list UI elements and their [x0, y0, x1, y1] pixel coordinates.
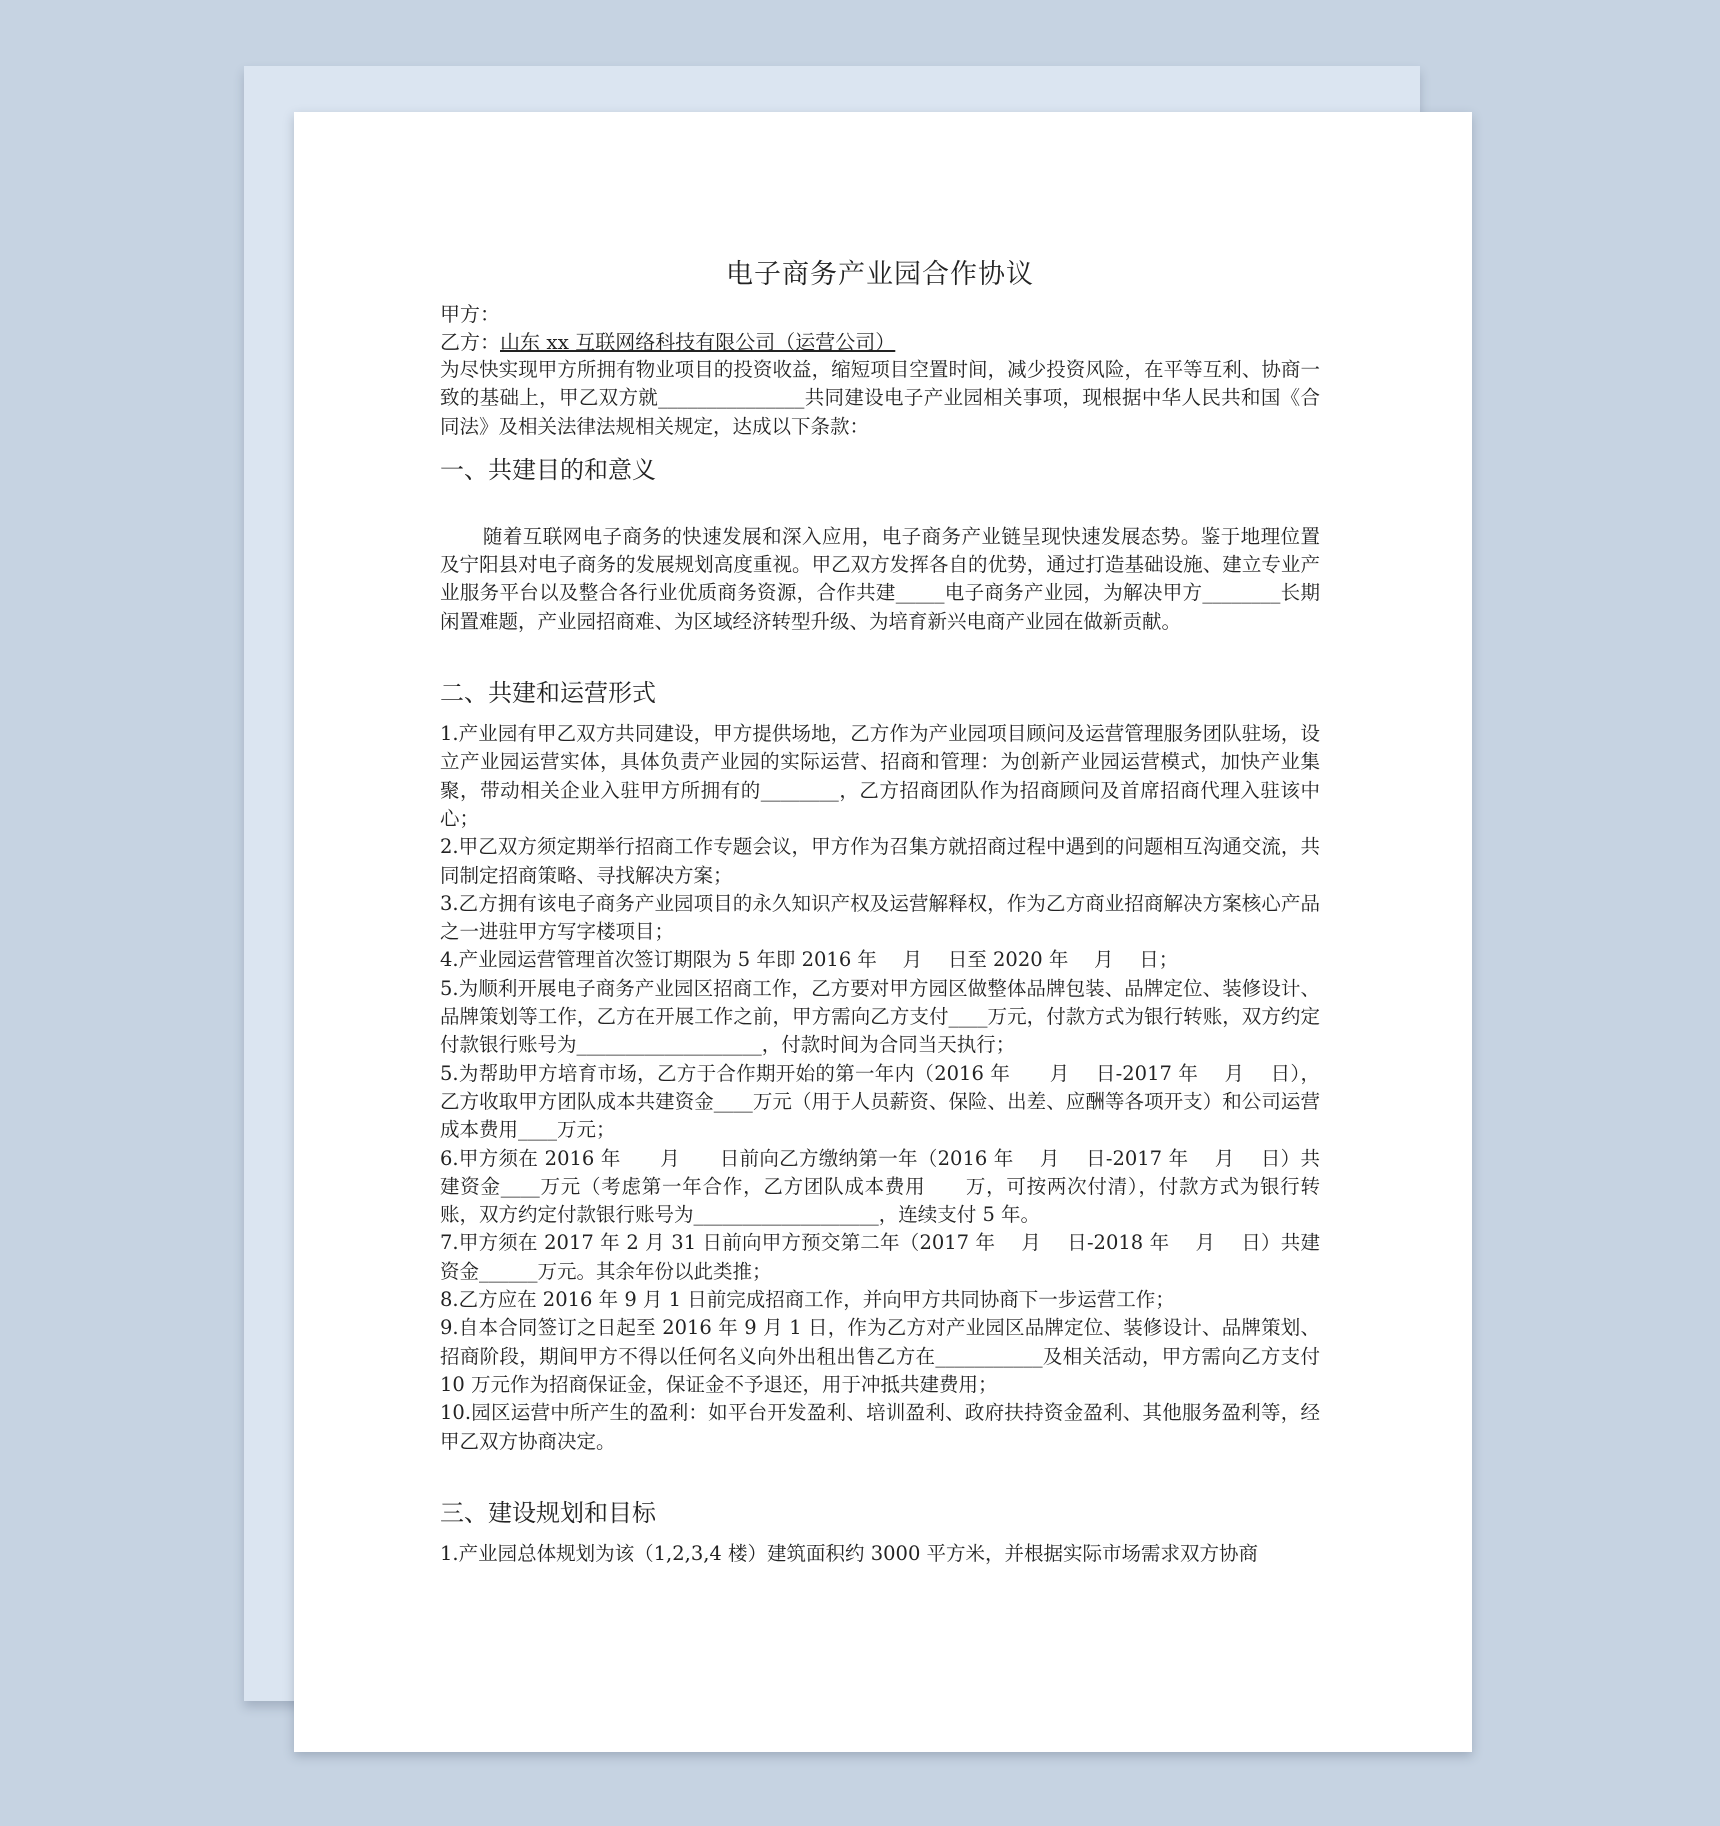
document-title: 电子商务产业园合作协议 — [726, 259, 1034, 290]
document-page — [294, 112, 1472, 1752]
list-item: 5.为帮助甲方培育市场，乙方于合作期开始的第一年内（2016 年 月 日-2017 年 月 日），乙方收取甲方团队成本共建资金____万元（用于人员薪资、保险、出差、应酬等各项开支）和公司运营成本费用____万元； — [440, 1061, 1320, 1142]
party-a-label: 甲方： — [440, 302, 500, 326]
list-item: 8.乙方应在 2016 年 9 月 1 日前完成招商工作，并向甲方共同协商下一步运营工作； — [440, 1288, 1175, 1312]
list-item: 1.产业园总体规划为该（1,2,3,4 楼）建筑面积约 3000 平方米，并根据实际市场需求双方协商 — [440, 1541, 1259, 1565]
party-b-label: 乙方： — [440, 330, 500, 354]
party-b-line — [440, 328, 1320, 356]
list-item: 9.自本合同签订之日起至 2016 年 9 月 1 日，作为乙方对产业园区品牌定位、装修设计、品牌策划、招商阶段，期间甲方不得以任何名义向外出租出售乙方在___________及相关活动，甲方需向乙方支付 10 万元作为招商保证金，保证金不予退还，用于冲抵共建费用； — [440, 1316, 1320, 1396]
section-3-list — [440, 1540, 1320, 1568]
section-2-list — [440, 720, 1320, 1456]
list-item: 2.甲乙双方须定期举行招商工作专题会议，甲方作为召集方就招商过程中遇到的问题相互沟通交流，共同制定招商策略、寻找解决方案； — [440, 835, 1320, 887]
preamble: 为尽快实现甲方所拥有物业项目的投资收益，缩短项目空置时间，减少投资风险，在平等互利、协商一致的基础上，甲乙双方就_______________共同建设电子产业园相关事项，现根据中华人民共和国《合同法》及相关法律法规相关规定，达成以下条款： — [440, 358, 1320, 438]
list-item: 5.为顺利开展电子商务产业园区招商工作，乙方要对甲方园区做整体品牌包装、品牌定位、装修设计、品牌策划等工作，乙方在开展工作之前，甲方需向乙方支付____万元，付款方式为银行转账，双方约定付款银行账号为___________________，付款时间为合同当天执行； — [440, 976, 1320, 1057]
section-3-heading: 三、建设规划和目标 — [440, 1498, 656, 1527]
section-1-heading: 一、共建目的和意义 — [440, 455, 656, 484]
list-item: 6.甲方须在 2016 年 月 日前向乙方缴纳第一年（2016 年 月 日-2017 年 月 日）共建资金____万元（考虑第一年合作，乙方团队成本费用 万，可按两次付清），付款方式为银行转账，双方约定付款银行账号为___________________，连续支付 5 年。 — [440, 1146, 1320, 1227]
section-1-body: 随着互联网电子商务的快速发展和深入应用，电子商务产业链呈现快速发展态势。鉴于地理位置及宁阳县对电子商务的发展规划高度重视。甲乙双方发挥各自的优势，通过打造基础设施、建立专业产业服务平台以及整合各行业优质商务资源，合作共建_____电子商务产业园，为解决甲方________长期闲置难题，产业园招商难、为区域经济转型升级、为培育新兴电商产业园在做新贡献。 — [440, 524, 1320, 633]
list-item: 7.甲方须在 2017 年 2 月 31 日前向甲方预交第二年（2017 年 月 日-2018 年 月 日）共建资金______万元。其余年份以此类推； — [440, 1231, 1320, 1283]
section-2-heading: 二、共建和运营形式 — [440, 679, 656, 708]
list-item: 3.乙方拥有该电子商务产业园项目的永久知识产权及运营解释权，作为乙方商业招商解决方案核心产品之一进驻甲方写字楼项目； — [440, 891, 1320, 944]
list-item: 4.产业园运营管理首次签订期限为 5 年即 2016 年 月 日至 2020 年 月 日； — [440, 948, 1179, 972]
list-item: 1.产业园有甲乙双方共同建设，甲方提供场地，乙方作为产业园项目顾问及运营管理服务团队驻场，设立产业园运营实体，具体负责产业园的实际运营、招商和管理：为创新产业园运营模式，加快产业集聚，带动相关企业入驻甲方所拥有的________，乙方招商团队作为招商顾问及首席招商代理入驻该中心； — [440, 722, 1320, 830]
party-a-line — [440, 300, 1320, 328]
party-b-name: 山东 xx 互联网络科技有限公司（运营公司） — [500, 330, 896, 354]
list-item: 10.园区运营中所产生的盈利：如平台开发盈利、培训盈利、政府扶持资金盈利、其他服务盈利等，经甲乙双方协商决定。 — [440, 1401, 1320, 1453]
